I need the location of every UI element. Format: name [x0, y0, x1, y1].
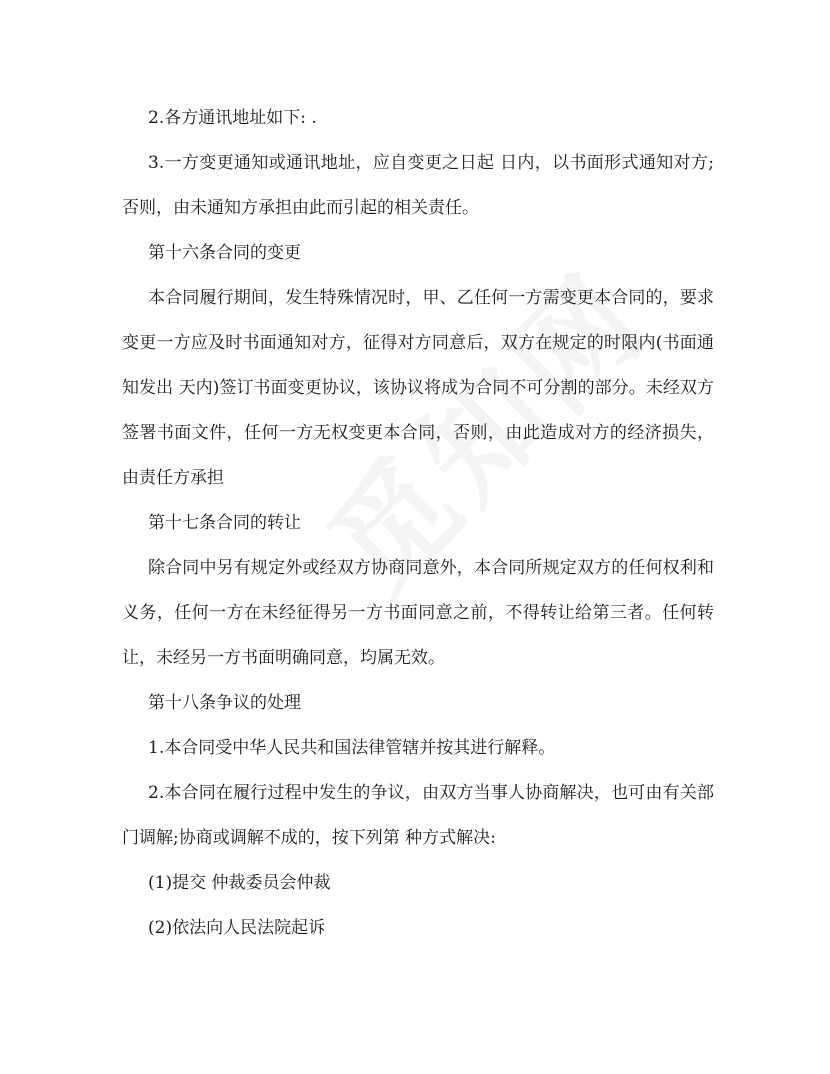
document-body [122, 96, 714, 951]
paragraph-address-change: 3.一方变更通知或通讯地址，应自变更之日起 日内，以书面形式通知对方;否则，由未通知方承担由此而引起的相关责任。 [122, 153, 714, 218]
option-litigation: (2)依法向人民法院起诉 [148, 918, 326, 938]
option-arbitration: (1)提交 仲裁委员会仲裁 [148, 873, 331, 893]
paragraph-contract-change: 本合同履行期间，发生特殊情况时，甲、乙任何一方需变更本合同的，要求变更一方应及时书面通知对方，征得对方同意后，双方在规定的时限内(书面通知发出 天内)签订书面变更协议，该协议将成为合同不可分割的部分。未经双方签署书面文件，任何一方无权变更本合同，否则，由此造成对方的经济损失，由责任方承担 [122, 288, 714, 488]
paragraph-governing-law: 1.本合同受中华人民共和国法律管辖并按其进行解释。 [148, 738, 556, 758]
paragraph-contract-transfer: 除合同中另有规定外或经双方协商同意外，本合同所规定双方的任何权利和义务，任何一方在未经征得另一方书面同意之前，不得转让给第三者。任何转让，未经另一方书面明确同意，均属无效。 [122, 558, 714, 668]
heading-article-16: 第十六条合同的变更 [148, 243, 301, 263]
paragraph-dispute-resolution: 2.本合同在履行过程中发生的争议，由双方当事人协商解决，也可由有关部门调解;协商或调解不成的，按下列第 种方式解决: [122, 783, 714, 848]
heading-article-17: 第十七条合同的转让 [148, 513, 301, 533]
heading-article-18: 第十八条争议的处理 [148, 693, 301, 713]
paragraph-contact-address: 2.各方通讯地址如下: . [148, 108, 317, 128]
